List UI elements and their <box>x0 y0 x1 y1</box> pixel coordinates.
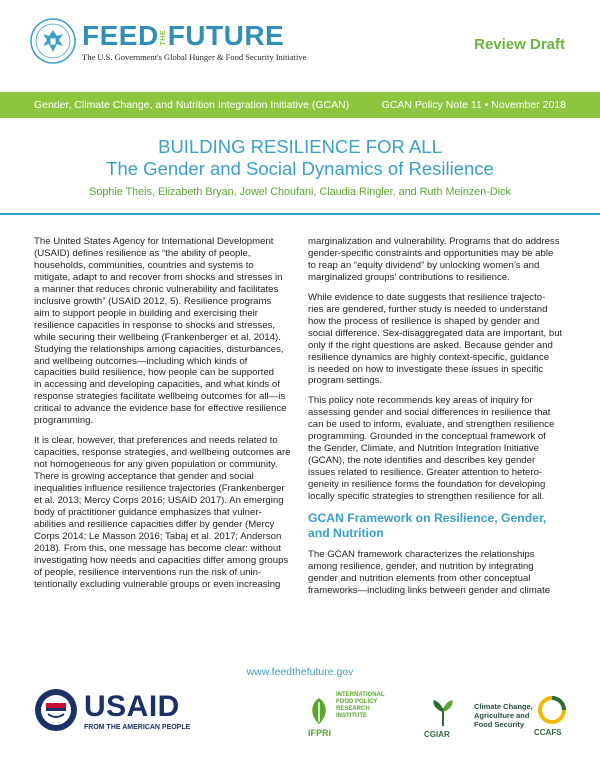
page-title: BUILDING RESILIENCE FOR ALL <box>158 136 442 157</box>
usaid-logo <box>34 688 194 738</box>
ifpri-name-line: INSTITUTE <box>336 713 367 719</box>
initiative-banner <box>0 92 600 118</box>
ccafs-circle-icon <box>538 696 566 724</box>
paragraph-line: There is growing acceptance that gender and social <box>34 471 254 483</box>
paragraph <box>34 435 292 590</box>
ifpri-abbreviation: IFPRI <box>308 728 332 738</box>
paragraph-line: While evidence to date suggests that resilience trajecto- <box>308 291 546 303</box>
paragraph-line: This policy note recommends key areas of inquiry for <box>308 395 533 407</box>
paragraph-line: while securing their wellbeing (Frankenberger et al. 2014). <box>34 331 281 343</box>
paragraph-line: Studying the relationships among capacities, disturbances, <box>34 343 284 355</box>
paragraph-line: the Gender, Climate, and Nutrition Integration Initiative <box>308 443 539 455</box>
paragraph-line: assessing gender and social differences in resilience that <box>308 407 551 419</box>
brand-future: FUTURE <box>167 20 285 51</box>
paragraph-line: 2018). From this, one message has become clear: without <box>34 542 281 554</box>
paragraph-line: only if the right questions are asked. Because gender and <box>308 339 553 351</box>
paragraph-line: to reap an “equity dividend” by unlocking women’s and <box>308 259 540 271</box>
policy-note-info: GCAN Policy Note 11 • November 2018 <box>381 99 566 111</box>
climate-change-program-text <box>474 702 540 742</box>
right-column <box>308 236 566 605</box>
paragraph-line: locally specific strategies to strengthen resilience for all. <box>308 491 545 503</box>
review-draft-label: Review Draft <box>474 36 565 53</box>
author-list: Sophie Theis, Elizabeth Bryan, Jowel Choufani, Claudia Ringler, and Ruth Meinzen-Dick <box>89 186 511 198</box>
paragraph-line: abilities and resilience capacities differ by gender (Mercy <box>34 518 275 530</box>
initiative-name: Gender, Climate Change, and Nutrition Integration Initiative (GCAN) <box>34 99 350 111</box>
paragraph <box>308 292 566 388</box>
paragraph-line: (USAID) defines resilience as “the ability of people, <box>34 247 251 259</box>
paragraph-line: can be used to inform, evaluate, and strengthen resilience <box>308 419 555 431</box>
section-heading <box>308 511 566 541</box>
usg-seal-icon <box>30 18 76 64</box>
paragraph-line: issues related to resilience. Greater attention to hetero- <box>308 467 543 479</box>
brand-feed: FEED <box>82 20 159 51</box>
paragraph <box>308 395 566 503</box>
paragraph-line: It is clear, however, that preferences and needs related to <box>34 435 278 447</box>
paragraph-line: body of practitioner guidance emphasizes that vulner- <box>34 506 262 518</box>
paragraph-line: capacities, response strategies, and wellbeing outcomes are <box>34 447 291 459</box>
paragraph-line: The GCAN framework characterizes the relationships <box>308 549 535 561</box>
paragraph-line: among resilience, gender, and nutrition by integrating <box>308 560 534 572</box>
brand-the: THE <box>159 29 167 46</box>
section-heading-line: GCAN Framework on Resilience, Gender, <box>308 511 547 526</box>
paragraph-line: mitigate, adapt to and recover from shocks and stresses in <box>34 271 283 283</box>
masthead <box>0 0 600 90</box>
brand-tagline: The U.S. Government's Global Hunger & Food Security Initiative <box>82 52 307 62</box>
cgiar-plant-icon <box>428 698 458 726</box>
cgiar-wordmark: CGIAR <box>424 730 450 739</box>
ccafs-logo <box>534 696 574 746</box>
paragraph-line: critical to advance the evidence base for effective resilience <box>34 403 287 415</box>
paragraph-line: social difference. Sex-disaggregated data are important, but <box>308 327 563 339</box>
paragraph-line: not homogeneous for any given population or community. <box>34 459 278 471</box>
paragraph-line: geneity in resilience forms the foundation for developing <box>308 479 546 491</box>
ifpri-name-line: RESEARCH <box>336 706 370 712</box>
paragraph-line: resilience dynamics are highly context-specific, guidance <box>308 351 550 363</box>
ifpri-name-line: FOOD POLICY <box>336 699 378 705</box>
paragraph-line: programming. <box>34 415 94 427</box>
paragraph-line: marginalization and vulnerability. Programs that do address <box>308 236 560 247</box>
paragraph-line: how the process of resilience is shaped by gender and <box>308 315 540 327</box>
ifpri-logo <box>306 692 385 742</box>
program-name-line: Food Security <box>474 720 525 729</box>
paragraph <box>308 236 566 284</box>
usaid-seal-icon <box>34 688 78 732</box>
paragraph-line: tentionally excluding vulnerable groups or even increasing <box>34 578 281 590</box>
paragraph-line: Corps 2014; Le Masson 2016; Tabaj et al. 2017; Anderson <box>34 530 282 542</box>
paragraph-line: ries are gendered, further study is needed to understand <box>308 303 548 315</box>
paragraph-line: marginalized groups’ contributions to resilience. <box>308 271 510 283</box>
paragraph-line: in accessing and developing capacities, and what kinds of <box>34 379 280 391</box>
cgiar-logo <box>420 698 470 746</box>
paragraph-line: resilience capacities in response to shocks and stresses, <box>34 319 276 331</box>
website-link[interactable]: www.feedthefuture.gov <box>246 666 354 678</box>
title-divider <box>0 213 600 215</box>
paragraph-line: of people, resilience interventions run the risk of unin- <box>34 566 262 578</box>
usaid-tagline: FROM THE AMERICAN PEOPLE <box>84 724 191 731</box>
paragraph-line: program settings. <box>308 375 383 387</box>
paragraph-line: gender-specific constraints and opportunities may be able <box>308 247 554 259</box>
paragraph-line: (GCAN), the note identifies and describes key gender <box>308 455 536 467</box>
ifpri-leaf-icon <box>306 696 332 726</box>
paragraph-line: is needed on how to investigate these issues in specific <box>308 363 544 375</box>
paragraph-line: inclusive growth” (USAID 2012, 5). Resilience programs <box>34 295 272 307</box>
paragraph-line: a manner that reduces chronic vulnerability and facilitates <box>34 283 279 295</box>
paragraph-line: inequalities influence resilience trajectories (Frankenberger <box>34 483 285 495</box>
ifpri-name-line: INTERNATIONAL <box>336 692 385 698</box>
paragraph <box>308 549 566 597</box>
paragraph-line: households, communities, countries and systems to <box>34 259 254 271</box>
paragraph-line: frameworks—including links between gender and climate <box>308 584 551 596</box>
paragraph-line: programming. Grounded in the conceptual framework of <box>308 431 546 443</box>
feed-the-future-logo <box>82 22 306 62</box>
paragraph-line: aim to support people in building and exercising their <box>34 307 258 319</box>
ccafs-wordmark: CCAFS <box>534 728 562 737</box>
paragraph-line: investigating how needs and capacities differ among groups <box>34 554 289 566</box>
usaid-wordmark: USAID <box>84 690 180 723</box>
section-heading-line: and Nutrition <box>308 526 384 541</box>
program-name-line: Agriculture and <box>474 711 530 720</box>
paragraph-line: gender and nutrition elements from other conceptual <box>308 572 531 584</box>
left-column <box>34 236 292 599</box>
paragraph-line: The United States Agency for International Development <box>34 236 274 247</box>
paragraph-line: capacities build resilience, how people can be supported <box>34 367 274 379</box>
paragraph-line: response strategies facilitate wellbeing outcomes for all—is <box>34 391 286 403</box>
page-subtitle: The Gender and Social Dynamics of Resilience <box>106 158 494 179</box>
paragraph-line: et al. 2013; Mercy Corps 2016; USAID 2017). An emerging <box>34 495 284 507</box>
program-name-line: Climate Change, <box>474 702 533 711</box>
paragraph <box>34 236 292 427</box>
paragraph-line: and wellbeing outcomes—including which kinds of <box>34 355 248 367</box>
